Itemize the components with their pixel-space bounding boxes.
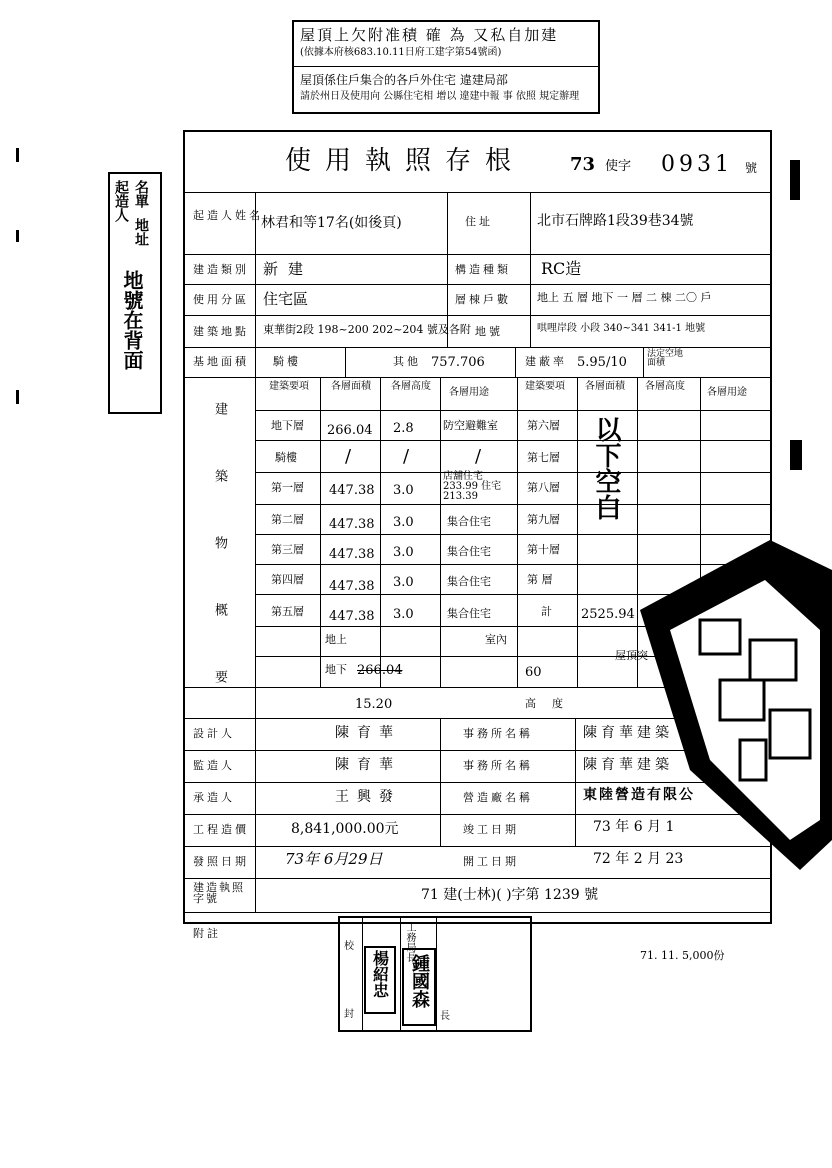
base-area-label: 基地面積 [193, 355, 249, 368]
contractor-firm-label: 營造廠名稱 [463, 791, 533, 804]
edge-mark [790, 160, 800, 200]
row-item-1: 騎樓 [275, 451, 297, 464]
coverage-value: 5.95/10 [577, 355, 627, 370]
edge-mark [16, 390, 19, 404]
right-item-5: 第 層 [527, 573, 553, 586]
row-area-2: 447.38 [329, 483, 375, 498]
header-item-left: 建築要項 [269, 381, 309, 392]
official-seal [630, 540, 832, 880]
row-area-6: 447.38 [329, 609, 375, 624]
total-area: 2525.94 [581, 607, 635, 622]
top-annotation-line4: 請於州日及使用向 公縣住宅相 增以 違建中報 事 依照 規定辦理 [300, 91, 580, 102]
open-space-label: 法定空地面積 [647, 349, 684, 368]
indoor-label: 室內 [485, 633, 507, 646]
left-stamp-line1: 起造人 [113, 180, 129, 222]
cost-label: 工程造價 [193, 823, 249, 836]
pit-label: 地上 [325, 633, 347, 646]
struct-label: 構造種類 [455, 263, 511, 276]
signoff-block [338, 916, 532, 1032]
row-item-5: 第四層 [271, 573, 304, 586]
row-area-4: 447.38 [329, 547, 375, 562]
row-use-1: / [475, 446, 482, 467]
header-area-left: 各層面積 [331, 381, 371, 392]
left-stamp-line3: 地址 [133, 218, 149, 246]
signoff-name-2: 鍾國森 [409, 954, 430, 1008]
row-area-1: / [345, 446, 352, 467]
supervisor-name: 陳育華 [335, 757, 401, 773]
parking-value: 60 [525, 665, 542, 680]
row-area-5: 447.38 [329, 579, 375, 594]
row-item-2: 第一層 [271, 481, 304, 494]
row-height-4: 3.0 [393, 545, 414, 560]
form-number-char: 使字 [605, 159, 632, 174]
issue-label: 發照日期 [193, 855, 249, 868]
right-note: 以下空白 [591, 416, 621, 520]
type-value: 新建 [263, 260, 314, 278]
right-item-4: 第十層 [527, 543, 560, 556]
header-use-right: 各層用途 [707, 387, 747, 398]
supervisor-firm: 陳育華建築 [583, 757, 673, 773]
row-use-6: 集合住宅 [447, 607, 491, 620]
top-annotation-line3: 屋頂係住戶集合的各戶外住宅 違建局部 [300, 73, 508, 87]
row-height-6: 3.0 [393, 607, 414, 622]
start-value: 72 年 2 月 23 [593, 851, 684, 867]
pit-under-label: 地下 [325, 663, 347, 676]
floors-label: 層棟戶數 [455, 293, 511, 306]
contractor-label: 承造人 [193, 791, 235, 804]
site-label: 建築地點 [193, 325, 249, 338]
permit-label: 建造執照字號 [193, 881, 245, 905]
top-annotation [292, 20, 600, 114]
supervisor-firm-label: 事務所名稱 [463, 759, 533, 772]
owner-label: 起造人姓名 [193, 209, 263, 222]
floors-value: 地上 五 層 地下 一 層 二 棟 二〇 戶 [537, 291, 712, 304]
signoff-stamp-1 [364, 946, 396, 1014]
row-use-0: 防空避難室 [443, 419, 498, 432]
right-item-0: 第六層 [527, 419, 560, 432]
start-label: 開工日期 [463, 855, 519, 868]
base-area-bldg: 騎樓 [273, 355, 301, 368]
row-height-0: 2.8 [393, 421, 414, 436]
building-section-label: 建築物概要 [212, 402, 227, 737]
issue-value: 73年 6月29日 [285, 850, 383, 868]
roof-label: 屋頂突 [615, 649, 648, 662]
addr-label: 住址 [465, 215, 493, 228]
signoff-label-3: 長 [440, 1011, 450, 1022]
top-annotation-line1: 屋頂上欠附准積 確 為 又私自加建 [300, 26, 559, 44]
base-area-value: 757.706 [431, 355, 485, 370]
header-height-right: 各層高度 [645, 381, 685, 392]
form-number-prefix: 73 [570, 154, 596, 175]
row-height-3: 3.0 [393, 515, 414, 530]
height-value: 15.20 [355, 697, 393, 712]
left-stamp-line4: 地號在背面 [120, 270, 144, 370]
row-use-4: 集合住宅 [447, 545, 491, 558]
contractor-name: 王興發 [335, 789, 401, 805]
zone-label: 使用分區 [193, 293, 249, 306]
row-item-3: 第二層 [271, 513, 304, 526]
row-area-0: 266.04 [327, 423, 373, 438]
site-value: 東華街2段 198~200 202~204 號及各附 [263, 323, 471, 336]
signoff-name-1: 楊紹忠 [370, 950, 390, 998]
row-use-5: 集合住宅 [447, 575, 491, 588]
note-label: 附註 [193, 927, 221, 940]
form-title: 使用執照存根 [285, 146, 526, 176]
row-area-3: 447.38 [329, 517, 375, 532]
edge-mark [790, 440, 802, 470]
row-item-6: 第五層 [271, 605, 304, 618]
pit-under-value: 266.04 [357, 663, 403, 678]
addr-value: 北市石牌路1段39巷34號 [537, 213, 694, 229]
header-item-right: 建築要項 [525, 381, 565, 392]
header-use-left: 各層用途 [449, 387, 489, 398]
signoff-label-0: 校 [344, 941, 354, 952]
row-item-4: 第三層 [271, 543, 304, 556]
row-height-2: 3.0 [393, 483, 414, 498]
right-item-1: 第七層 [527, 451, 560, 464]
designer-firm-label: 事務所名稱 [463, 727, 533, 740]
coverage-label: 建蔽率 [525, 355, 567, 368]
right-item-3: 第九層 [527, 513, 560, 526]
header-height-left: 各層高度 [391, 381, 431, 392]
supervisor-label: 監造人 [193, 759, 235, 772]
owner-value: 林君和等17名(如後頁) [261, 215, 402, 231]
designer-name: 陳育華 [335, 725, 401, 741]
base-area-other: 其他 [393, 355, 421, 368]
type-label: 建造類別 [193, 263, 249, 276]
lot-value: 唭哩岸段 小段 340~341 341-1 地號 [537, 323, 706, 334]
left-stamp-line2: 名單 [133, 180, 149, 208]
finish-label: 竣工日期 [463, 823, 519, 836]
designer-label: 設計人 [193, 727, 235, 740]
row-use-2: 店舖住宅 233.99 住宅 213.39 [443, 471, 502, 502]
signoff-label-2: 工務局長 [404, 922, 415, 962]
row-height-1: / [403, 446, 410, 467]
right-item-2: 第八層 [527, 481, 560, 494]
height-label: 高度 [525, 697, 579, 710]
cost-value: 8,841,000.00元 [291, 821, 399, 837]
row-use-3: 集合住宅 [447, 515, 491, 528]
signoff-label-1: 封 [344, 1009, 354, 1020]
form-number: 0931 [661, 152, 733, 177]
header-area-right: 各層面積 [585, 381, 625, 392]
form-number-suffix: 號 [745, 161, 758, 175]
contractor-firm: 東陸營造有限公 [583, 787, 695, 803]
zone-value: 住宅區 [263, 290, 309, 308]
struct-value: RC造 [541, 259, 582, 278]
designer-firm: 陳育華建築 [583, 725, 673, 741]
edge-mark [16, 148, 19, 162]
row-height-5: 3.0 [393, 575, 414, 590]
top-annotation-line2: (依據本府核683.10.11日府工建字第54號函) [300, 47, 502, 58]
signoff-stamp-2 [402, 948, 436, 1026]
permit-value: 71 建(士林)( )字第 1239 號 [421, 887, 599, 903]
lot-label: 地號 [475, 325, 503, 338]
finish-value: 73 年 6 月 1 [593, 819, 675, 835]
right-item-6: 計 [541, 605, 552, 618]
footer-print: 71. 11. 5,000份 [640, 949, 725, 962]
edge-mark [16, 230, 19, 242]
row-item-0: 地下層 [271, 419, 304, 432]
left-stamp [108, 172, 162, 414]
